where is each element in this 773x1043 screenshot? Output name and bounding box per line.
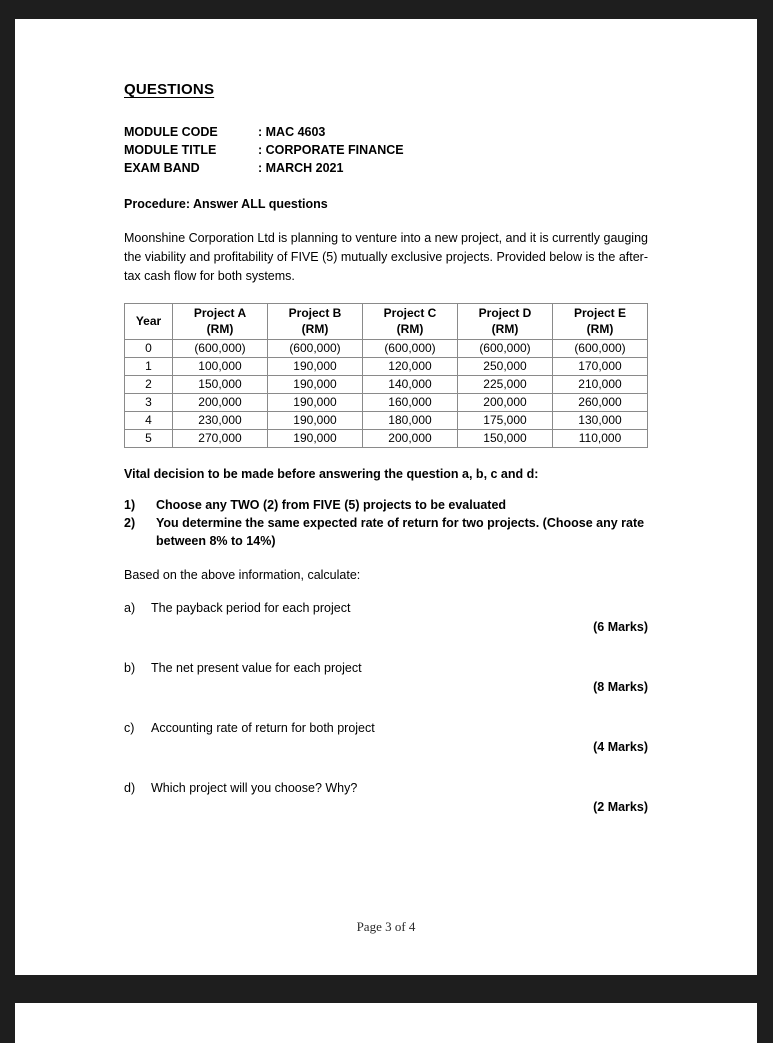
column-header-line2: (RM) xyxy=(206,321,234,336)
question-b xyxy=(124,659,648,696)
cell-project-b: 190,000 xyxy=(268,358,363,376)
table-row xyxy=(124,142,404,160)
column-header-project-d xyxy=(458,304,553,340)
table-row xyxy=(124,160,404,178)
question-c-marker: c) xyxy=(124,721,135,735)
cell-year: 5 xyxy=(125,430,173,448)
list-item-label: Choose any TWO (2) from FIVE (5) projects to be evaluated xyxy=(156,498,507,512)
column-header-line1: Project A xyxy=(193,306,247,320)
column-header-project-a xyxy=(173,304,268,340)
cell-project-d: (600,000) xyxy=(458,340,553,358)
question-d-marker: d) xyxy=(124,781,136,795)
list-item xyxy=(124,514,648,550)
cell-project-d: 250,000 xyxy=(458,358,553,376)
cell-project-b: 190,000 xyxy=(268,394,363,412)
cell-project-d: 175,000 xyxy=(458,412,553,430)
document-page-1 xyxy=(15,19,757,975)
vital-decision-heading: Vital decision to be made before answering the question a, b, c and d: xyxy=(124,467,539,481)
list-item xyxy=(124,496,648,514)
based-on-text: Based on the above information, calculate: xyxy=(124,568,361,582)
table-header-row xyxy=(125,304,648,340)
question-a-marks: (6 Marks) xyxy=(593,620,648,634)
question-a-marker: a) xyxy=(124,601,136,615)
cell-project-d: 150,000 xyxy=(458,430,553,448)
module-title-label: MODULE TITLE xyxy=(124,143,217,157)
column-header-line2: (RM) xyxy=(301,321,329,336)
column-header-project-b xyxy=(268,304,363,340)
cell-project-e: 130,000 xyxy=(553,412,648,430)
question-c-marks: (4 Marks) xyxy=(593,740,648,754)
question-c-text-row xyxy=(124,719,648,737)
column-header-line1: Project E xyxy=(573,306,627,320)
column-header-line1: Year xyxy=(135,313,162,328)
table-row xyxy=(125,412,648,430)
cell-project-a: (600,000) xyxy=(173,340,268,358)
column-header-line1: Project D xyxy=(478,306,532,320)
cell-project-b: 190,000 xyxy=(268,412,363,430)
list-item-marker: 1) xyxy=(124,498,136,512)
module-code-value: : MAC 4603 xyxy=(258,125,326,139)
column-header-line1: Project C xyxy=(383,306,437,320)
question-d-marks: (2 Marks) xyxy=(593,800,648,814)
question-c xyxy=(124,719,648,756)
cell-year: 0 xyxy=(125,340,173,358)
cell-project-e: 110,000 xyxy=(553,430,648,448)
spacer xyxy=(124,702,648,719)
question-c-label: Accounting rate of return for both project xyxy=(151,721,375,735)
decision-list xyxy=(124,496,648,550)
document-page-2 xyxy=(15,1003,757,1043)
page-footer: Page 3 of 4 xyxy=(356,919,416,934)
question-b-marks: (8 Marks) xyxy=(593,680,648,694)
cell-project-c: 120,000 xyxy=(363,358,458,376)
question-a xyxy=(124,599,648,636)
question-b-label: The net present value for each project xyxy=(151,661,362,675)
page-content xyxy=(124,81,648,822)
cell-project-d: 225,000 xyxy=(458,376,553,394)
cash-flow-table xyxy=(124,303,648,448)
spacer xyxy=(124,642,648,659)
column-header-line2: (RM) xyxy=(396,321,424,336)
column-header-line2: (RM) xyxy=(586,321,614,336)
module-title-value: : CORPORATE FINANCE xyxy=(258,143,404,157)
cell-project-c: 200,000 xyxy=(363,430,458,448)
cell-year: 1 xyxy=(125,358,173,376)
spacer xyxy=(124,762,648,779)
cell-project-a: 150,000 xyxy=(173,376,268,394)
table-row xyxy=(125,394,648,412)
table-row xyxy=(124,124,404,142)
cell-project-e: (600,000) xyxy=(553,340,648,358)
exam-band-value: : MARCH 2021 xyxy=(258,161,344,175)
cell-project-a: 100,000 xyxy=(173,358,268,376)
question-a-label: The payback period for each project xyxy=(151,601,351,615)
page-title: QUESTIONS xyxy=(124,81,215,98)
column-header-year xyxy=(125,304,173,340)
table-row xyxy=(125,376,648,394)
procedure-text: Procedure: Answer ALL questions xyxy=(124,197,328,211)
question-d-label: Which project will you choose? Why? xyxy=(151,781,358,795)
cell-project-c: 180,000 xyxy=(363,412,458,430)
cell-year: 4 xyxy=(125,412,173,430)
cell-project-e: 260,000 xyxy=(553,394,648,412)
list-item-label: You determine the same expected rate of return for two projects. (Choose any rate between 8% to 14%) xyxy=(156,516,645,548)
question-d xyxy=(124,779,648,816)
cell-project-e: 210,000 xyxy=(553,376,648,394)
cell-project-b: 190,000 xyxy=(268,376,363,394)
cell-project-b: (600,000) xyxy=(268,340,363,358)
intro-paragraph: Moonshine Corporation Ltd is planning to venture into a new project, and it is currently gauging the viability and profitability of FIVE (5) mutually exclusive projects. Provided below is the after-tax cash flow for both systems. xyxy=(124,231,648,283)
cell-project-a: 230,000 xyxy=(173,412,268,430)
cell-project-c: (600,000) xyxy=(363,340,458,358)
list-item-marker: 2) xyxy=(124,516,136,530)
cell-project-a: 270,000 xyxy=(173,430,268,448)
question-b-marker: b) xyxy=(124,661,136,675)
question-d-text-row xyxy=(124,779,648,797)
cell-project-d: 200,000 xyxy=(458,394,553,412)
cell-project-a: 200,000 xyxy=(173,394,268,412)
question-a-text-row xyxy=(124,599,648,617)
cell-project-c: 140,000 xyxy=(363,376,458,394)
column-header-project-e xyxy=(553,304,648,340)
table-row xyxy=(125,430,648,448)
column-header-project-c xyxy=(363,304,458,340)
column-header-line2: (RM) xyxy=(491,321,519,336)
cell-project-b: 190,000 xyxy=(268,430,363,448)
cell-project-c: 160,000 xyxy=(363,394,458,412)
cell-year: 2 xyxy=(125,376,173,394)
cell-year: 3 xyxy=(125,394,173,412)
question-b-text-row xyxy=(124,659,648,677)
cell-project-e: 170,000 xyxy=(553,358,648,376)
exam-band-label: EXAM BAND xyxy=(124,161,200,175)
column-header-line1: Project B xyxy=(288,306,342,320)
module-code-label: MODULE CODE xyxy=(124,125,218,139)
table-row xyxy=(125,358,648,376)
table-row xyxy=(125,340,648,358)
module-info-table xyxy=(124,124,404,178)
